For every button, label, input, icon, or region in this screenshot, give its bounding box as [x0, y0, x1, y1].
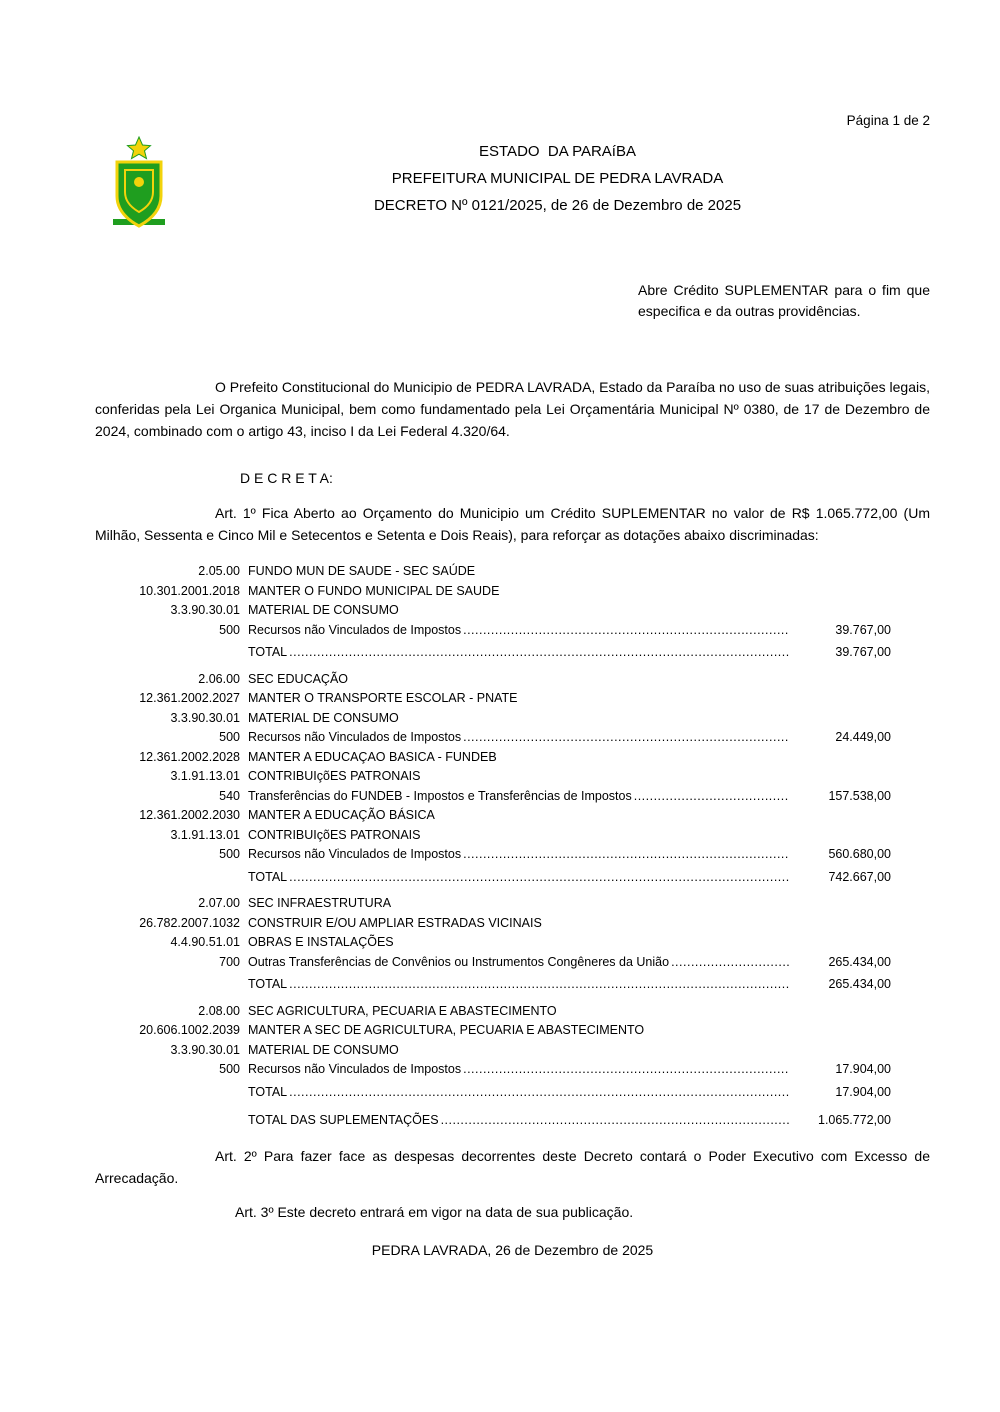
row-code: 2.07.00	[198, 896, 240, 910]
header-decree-title: DECRETO Nº 0121/2025, de 26 de Dezembro de 2025	[373, 197, 742, 214]
dot-leader	[441, 1111, 789, 1131]
row-code: 3.3.90.30.01	[170, 603, 240, 617]
table-row	[95, 894, 891, 914]
table-row	[95, 953, 891, 973]
table-row	[95, 868, 891, 888]
table-row	[95, 728, 891, 748]
table-row	[95, 1060, 891, 1080]
row-value: 17.904,00	[835, 1084, 891, 1099]
table-row	[95, 767, 891, 787]
preamble-paragraph: O Prefeito Constitucional do Municipio de PEDRA LAVRADA, Estado da Paraíba no uso de suas atribuições legais, conferidas pela Lei Organica Municipal, bem como fundamentado pela Lei Orçamentária Municipal Nº 0380, de 17 de Dezembro de 2024, combinado com o artigo 43, inciso I da Lei Federal 4.320/64.	[95, 379, 930, 439]
row-description: MANTER A EDUCAÇÃO BÁSICA	[248, 808, 435, 822]
article-2: Art. 2º Para fazer face as despesas decorrentes deste Decreto contará o Poder Executivo com Excesso de Arrecadação.	[95, 1147, 930, 1186]
document-header	[95, 136, 930, 232]
row-description: TOTAL	[248, 869, 288, 884]
page-number: Página 1 de 2	[846, 113, 930, 128]
row-code: 500	[219, 622, 240, 637]
header-municipality: PREFEITURA MUNICIPAL DE PEDRA LAVRADA	[391, 170, 724, 187]
table-row	[95, 787, 891, 807]
dot-leader	[289, 1083, 789, 1103]
row-description: Recursos não Vinculados de Impostos	[248, 1062, 462, 1076]
table-row	[95, 709, 891, 729]
table-row	[95, 601, 891, 621]
row-description: TOTAL	[248, 977, 288, 991]
row-description: MATERIAL DE CONSUMO	[248, 603, 399, 617]
row-description: CONTRIBUIçõES PATRONAIS	[248, 769, 421, 783]
row-value: 265.434,00	[828, 977, 891, 991]
row-description: SEC INFRAESTRUTURA	[248, 896, 392, 910]
row-code: 12.361.2002.2030	[139, 808, 240, 822]
coat-of-arms-logo	[109, 136, 169, 230]
row-code: 20.606.1002.2039	[139, 1023, 240, 1037]
row-code: 500	[219, 1062, 240, 1076]
table-row	[95, 1041, 891, 1061]
row-description: Transferências do FUNDEB - Impostos e Transferências de Impostos	[248, 788, 632, 803]
table-row	[95, 914, 891, 934]
row-code: 3.1.91.13.01	[170, 769, 240, 783]
row-value: 17.904,00	[835, 1062, 891, 1076]
row-description: SEC EDUCAÇÃO	[248, 671, 349, 686]
row-value: 742.667,00	[828, 869, 891, 884]
row-description: Recursos não Vinculados de Impostos	[248, 847, 462, 861]
article-1: Art. 1º Fica Aberto ao Orçamento do Municipio um Crédito SUPLEMENTAR no valor de R$ 1.065.772,00 (Um Milhão, Sessenta e Cinco Mil e Setecentos e Setenta e Dois Reais), para reforçar as dotações abaixo discriminadas:	[95, 505, 930, 543]
row-value: 157.538,00	[828, 788, 891, 803]
row-code: 10.301.2001.2018	[139, 583, 240, 598]
row-code: 3.3.90.30.01	[170, 1042, 240, 1057]
row-value: 39.767,00	[835, 645, 891, 659]
dot-leader	[463, 845, 789, 865]
row-code: 500	[219, 730, 240, 744]
table-row	[95, 582, 891, 602]
table-row	[95, 933, 891, 953]
header-lines	[95, 136, 930, 219]
row-description: TOTAL	[248, 645, 288, 659]
row-value: 39.767,00	[835, 622, 891, 637]
row-code: 2.05.00	[198, 564, 240, 578]
dot-leader	[634, 787, 789, 807]
table-row	[95, 748, 891, 768]
row-value: 1.065.772,00	[818, 1113, 891, 1127]
row-value: 24.449,00	[835, 730, 891, 744]
row-description: FUNDO MUN DE SAUDE - SEC SAÚDE	[248, 564, 476, 578]
row-description: CONSTRUIR E/OU AMPLIAR ESTRADAS VICINAIS	[248, 915, 542, 930]
table-row	[95, 621, 891, 641]
closing-place-date: PEDRA LAVRADA, 26 de Dezembro de 2025	[371, 1241, 654, 1258]
table-row	[95, 975, 891, 995]
table-row	[95, 826, 891, 846]
row-code: 26.782.2007.1032	[139, 915, 240, 930]
row-description: MANTER O FUNDO MUNICIPAL DE SAUDE	[248, 583, 500, 598]
dot-leader	[289, 868, 789, 888]
dot-leader	[463, 1060, 789, 1080]
row-code: 3.3.90.30.01	[170, 710, 240, 725]
table-row	[95, 1021, 891, 1041]
row-code: 500	[219, 847, 240, 861]
header-state: ESTADO DA PARAíBA	[479, 143, 636, 160]
dot-leader	[463, 621, 789, 641]
table-row	[95, 1083, 891, 1103]
dot-leader	[289, 975, 789, 995]
decree-summary: Abre Crédito SUPLEMENTAR para o fim que especifica e da outras providências.	[638, 282, 930, 319]
table-row	[95, 643, 891, 663]
row-code: 12.361.2002.2028	[139, 749, 240, 764]
table-row	[95, 1111, 891, 1131]
row-description: SEC AGRICULTURA, PECUARIA E ABASTECIMENTO	[248, 1003, 557, 1018]
table-row	[95, 1002, 891, 1022]
row-code: 4.4.90.51.01	[170, 935, 240, 949]
row-description: OBRAS E INSTALAÇÕES	[248, 935, 394, 949]
table-row	[95, 845, 891, 865]
coat-of-arms-icon	[109, 136, 169, 230]
row-description: CONTRIBUIçõES PATRONAIS	[248, 827, 421, 842]
row-description: MANTER O TRANSPORTE ESCOLAR - PNATE	[248, 691, 518, 705]
row-value: 265.434,00	[828, 954, 891, 969]
row-code: 700	[219, 954, 240, 969]
row-description: Recursos não Vinculados de Impostos	[248, 622, 462, 637]
row-description: TOTAL DAS SUPLEMENTAÇÕES	[248, 1113, 439, 1127]
row-code: 2.06.00	[198, 671, 240, 686]
article-3: Art. 3º Este decreto entrará em vigor na data de sua publicação.	[235, 1203, 634, 1220]
row-description: MANTER A EDUCAÇAO BASICA - FUNDEB	[248, 749, 497, 764]
row-description: TOTAL	[248, 1084, 288, 1099]
decreta-heading: D E C R E T A:	[240, 470, 333, 486]
table-row	[95, 689, 891, 709]
row-code: 12.361.2002.2027	[139, 691, 240, 705]
row-description: MATERIAL DE CONSUMO	[248, 1042, 399, 1057]
row-description: MANTER A SEC DE AGRICULTURA, PECUARIA E ABASTECIMENTO	[248, 1023, 645, 1037]
dot-leader	[289, 643, 789, 663]
dot-leader	[463, 728, 789, 748]
row-code: 540	[219, 788, 240, 803]
dot-leader	[671, 953, 789, 973]
table-row	[95, 670, 891, 690]
row-description: MATERIAL DE CONSUMO	[248, 710, 399, 725]
table-row	[95, 562, 891, 582]
row-description: Outras Transferências de Convênios ou Instrumentos Congêneres da União	[248, 954, 670, 969]
budget-table	[95, 562, 891, 1131]
row-code: 3.1.91.13.01	[170, 827, 240, 842]
table-row	[95, 806, 891, 826]
row-value: 560.680,00	[828, 847, 891, 861]
row-code: 2.08.00	[198, 1003, 240, 1018]
row-description: Recursos não Vinculados de Impostos	[248, 730, 462, 744]
